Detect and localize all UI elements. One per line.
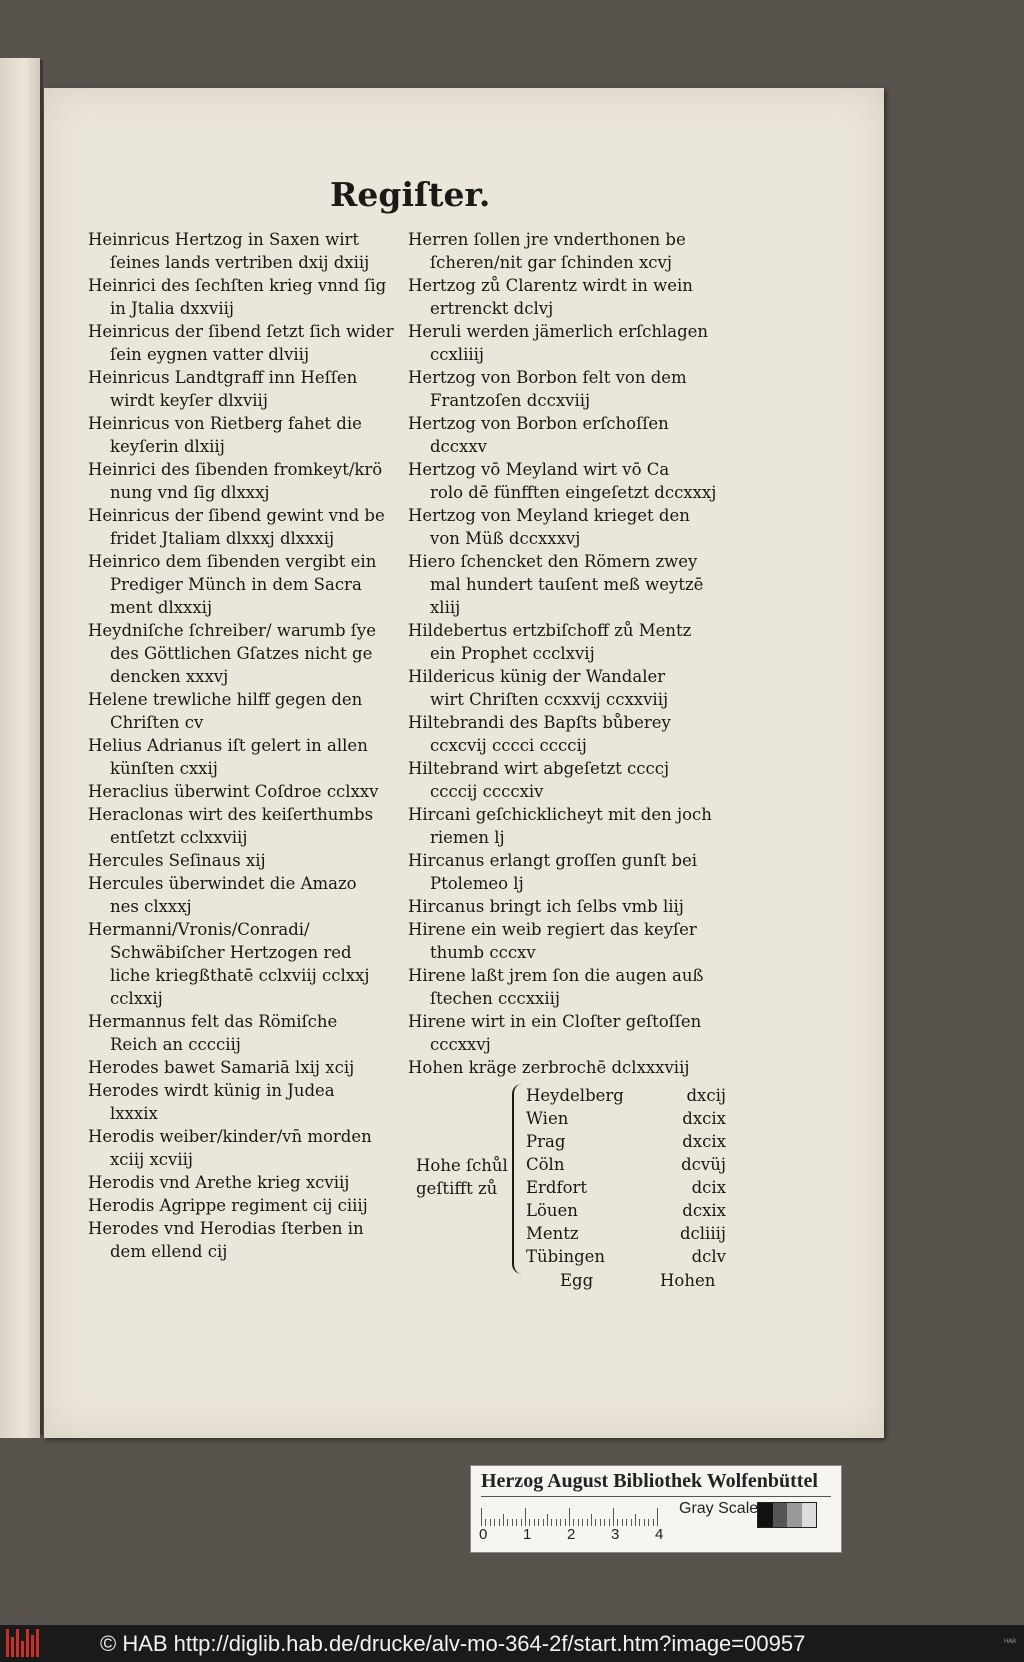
entry-line: Hertzog zů Clarentz wirdt in wein	[408, 276, 693, 295]
university-name: Tübingen	[526, 1247, 606, 1266]
entry-line: rolo dē fünfften eingeſetzt dccxxxj	[430, 483, 717, 502]
entry-line: Prediger Münch in dem Sacra	[110, 575, 362, 594]
entry-line: des Göttlichen Gſatzes nicht ge	[110, 644, 373, 663]
register-entry	[408, 366, 723, 412]
gray-scale-bar	[757, 1502, 817, 1528]
university-ref: dxcix	[682, 1109, 726, 1128]
entry-line: von Müß dccxxxvj	[430, 529, 581, 548]
entry-line: Heinrici des ſibenden fromkeyt/krö	[88, 460, 383, 479]
ruler-number: 1	[523, 1526, 532, 1543]
gray-swatch	[773, 1503, 788, 1527]
entry-line: ertrenckt dclvj	[430, 299, 554, 318]
university-name: Erdfort	[526, 1178, 588, 1197]
entry-line: Heinrico dem ſibenden vergibt ein	[88, 552, 377, 571]
ruler-tick	[582, 1519, 583, 1526]
register-column-left	[88, 228, 403, 1263]
entry-line: ſein eygnen vatter dlviij	[110, 345, 310, 364]
register-entry	[408, 458, 723, 504]
register-entry	[408, 665, 723, 711]
ruler-tick	[613, 1508, 614, 1526]
entry-line: Hildericus künig der Wandaler	[408, 667, 666, 686]
entry-line: Hertzog von Borbon felt von dem	[408, 368, 687, 387]
ruler-number: 2	[567, 1526, 576, 1543]
register-entry	[408, 228, 723, 274]
register-entry	[408, 619, 723, 665]
entry-line: Herodes bawet Samariā lxij xcij	[88, 1058, 355, 1077]
entry-line: Hircanus bringt ich ſelbs vmb liij	[408, 897, 684, 916]
ruler-tick	[512, 1519, 513, 1526]
university-name: Mentz	[526, 1224, 579, 1243]
entry-line: lxxxix	[110, 1104, 158, 1123]
ruler-tick	[631, 1519, 632, 1526]
facing-page-edge	[0, 58, 40, 1438]
register-entry	[88, 849, 403, 872]
entry-line: Hiltebrandi des Bapſts bůberey	[408, 713, 671, 732]
ruler-tick	[538, 1519, 539, 1526]
page-title: Regiſter.	[330, 175, 491, 214]
entry-line: xciij xcviij	[110, 1150, 193, 1169]
university-ref: dcvüj	[681, 1155, 726, 1174]
register-entry	[408, 849, 723, 895]
gray-scale-label: Gray Scale	[679, 1500, 759, 1517]
entry-line: dem ellend cij	[110, 1242, 228, 1261]
entry-line: ccccij ccccxiv	[430, 782, 544, 801]
ruler-tick	[617, 1519, 618, 1526]
register-entry	[88, 320, 403, 366]
gray-swatch	[758, 1503, 773, 1527]
register-entry	[88, 1194, 403, 1217]
ruler-tick	[573, 1519, 574, 1526]
university-name: Wien	[526, 1109, 569, 1128]
entry-line: fridet Jtaliam dlxxxj dlxxxij	[110, 529, 335, 548]
university-name: Löuen	[526, 1201, 578, 1220]
entry-line: xliij	[430, 598, 461, 617]
universities-label	[416, 1154, 508, 1200]
university-ref: dcxix	[682, 1201, 726, 1220]
ruler-tick	[529, 1519, 530, 1526]
ruler-tick	[591, 1514, 592, 1526]
entry-line: ment dlxxxij	[110, 598, 213, 617]
university-row	[526, 1222, 726, 1245]
entry-line: Helene trewliche hilff gegen den	[88, 690, 363, 709]
university-row	[526, 1245, 726, 1268]
entry-line: Hohen kräge zerbrochē dclxxxviij	[408, 1058, 690, 1077]
ruler-tick	[516, 1519, 517, 1526]
ruler-tick	[499, 1519, 500, 1526]
register-entry	[88, 274, 403, 320]
ruler-tick	[600, 1519, 601, 1526]
footer-bar	[0, 1625, 1024, 1662]
entry-line: Hercules überwindet die Amazo	[88, 874, 357, 893]
entry-line: wirdt keyſer dlxviij	[110, 391, 268, 410]
entry-line: Heinricus von Rietberg fahet die	[88, 414, 362, 433]
entry-line: ccxcvij cccci ccccij	[430, 736, 587, 755]
ruler-tick	[481, 1508, 482, 1526]
register-entry	[88, 1171, 403, 1194]
entry-line: cclxxij	[110, 989, 163, 1008]
universities-label-line: Hohe ſchůl	[416, 1156, 508, 1175]
ruler-tick	[490, 1519, 491, 1526]
university-name: Cöln	[526, 1155, 565, 1174]
register-entry	[88, 1056, 403, 1079]
entry-line: Herodis weiber/kinder/vn̄ morden	[88, 1127, 372, 1146]
entry-line: Hirene wirt in ein Cloſter geſtoſſen	[408, 1012, 702, 1031]
register-entry	[88, 550, 403, 619]
entry-line: entſetzt cclxxviij	[110, 828, 248, 847]
ruler-tick	[587, 1519, 588, 1526]
entry-line: keyſerin dlxiij	[110, 437, 225, 456]
entry-line: Hirene ein weib regiert das keyſer	[408, 920, 697, 939]
register-entry	[88, 918, 403, 1010]
entry-line: nes clxxxj	[110, 897, 192, 916]
entry-line: Hircanus erlangt groſſen gunſt bei	[408, 851, 698, 870]
register-entry	[88, 872, 403, 918]
register-entry	[88, 619, 403, 688]
university-row	[526, 1176, 726, 1199]
library-name: Herzog August Bibliothek Wolfenbüttel	[481, 1470, 818, 1492]
entry-line: Hildebertus ertzbiſchoff zů Mentz	[408, 621, 692, 640]
color-calibration-card	[470, 1465, 842, 1553]
ruler-tick	[657, 1508, 658, 1526]
ruler-tick	[639, 1519, 640, 1526]
ruler-tick	[626, 1519, 627, 1526]
entry-line: mal hundert tauſent meß weytzē	[430, 575, 704, 594]
register-entry	[88, 1010, 403, 1056]
university-row	[526, 1107, 726, 1130]
universities-label-line: geſtifft zů	[416, 1179, 498, 1198]
register-entry	[408, 412, 723, 458]
ruler-tick	[534, 1519, 535, 1526]
ruler-tick	[503, 1514, 504, 1526]
ruler-tick	[578, 1519, 579, 1526]
university-ref: dcliiij	[679, 1224, 726, 1243]
university-ref: dcix	[691, 1178, 726, 1197]
ruler-tick	[556, 1519, 557, 1526]
university-row	[526, 1199, 726, 1222]
entry-line: Hermanni/Vronis/Conradi/	[88, 920, 310, 939]
register-entry	[408, 504, 723, 550]
entry-line: Ptolemeo lj	[430, 874, 524, 893]
register-entry	[88, 1125, 403, 1171]
entry-line: Hertzog vō Meyland wirt vō Ca	[408, 460, 670, 479]
ruler-tick	[569, 1508, 570, 1526]
entry-line: wirt Chriſten ccxxvij ccxxviij	[430, 690, 669, 709]
register-entry	[88, 803, 403, 849]
entry-line: Schwäbiſcher Hertzogen red	[110, 943, 352, 962]
footer-mark: ᴴᴬᴮ	[1004, 1637, 1016, 1647]
ruler-tick	[494, 1519, 495, 1526]
universities-block	[408, 1084, 726, 1294]
catchword: Egg	[560, 1271, 594, 1290]
entry-line: Hiltebrand wirt abgeſetzt ccccj	[408, 759, 670, 778]
entry-line: Herodes vnd Herodias ſterben in	[88, 1219, 364, 1238]
entry-line: Hiero ſchencket den Römern zwey	[408, 552, 698, 571]
entry-line: Hertzog von Borbon erſchoſſen	[408, 414, 669, 433]
entry-line: Herodis Agrippe regiment cij ciiij	[88, 1196, 368, 1215]
university-name: Prag	[526, 1132, 566, 1151]
entry-line: Hircani geſchicklicheyt mit den joch	[408, 805, 712, 824]
register-entry	[88, 688, 403, 734]
ruler-number: 3	[611, 1526, 620, 1543]
university-ref: dxcix	[682, 1132, 726, 1151]
register-entry	[408, 274, 723, 320]
ruler-tick	[604, 1519, 605, 1526]
entry-line: Heydniſche ſchreiber/ warumb ſye	[88, 621, 376, 640]
entry-line: Herodis vnd Arethe krieg xcviij	[88, 1173, 350, 1192]
ruler-scale	[481, 1506, 661, 1526]
university-row	[526, 1153, 726, 1176]
entry-line: Hirene laßt jrem ſon die augen auß	[408, 966, 704, 985]
entry-line: Heraclius überwint Coſdroe cclxxv	[88, 782, 379, 801]
ruler-tick	[635, 1514, 636, 1526]
ruler-tick	[648, 1519, 649, 1526]
hab-logo-icon	[6, 1629, 44, 1657]
entry-line: Reich an cccciij	[110, 1035, 241, 1054]
entry-line: Heraclonas wirt des keiſerthumbs	[88, 805, 374, 824]
register-column-right	[408, 228, 723, 1079]
entry-line: dccxxv	[430, 437, 487, 456]
ruler-tick	[547, 1514, 548, 1526]
ruler-tick	[521, 1519, 522, 1526]
ruler-tick	[653, 1519, 654, 1526]
register-entry	[408, 1010, 723, 1056]
entry-line: Chriſten cv	[110, 713, 204, 732]
ruler-tick	[560, 1519, 561, 1526]
universities-list	[526, 1084, 726, 1268]
register-entry	[408, 550, 723, 619]
entry-line: ſeines lands vertriben dxij dxiij	[110, 253, 370, 272]
register-entry	[408, 918, 723, 964]
register-entry	[408, 1056, 723, 1079]
entry-line: riemen lj	[430, 828, 505, 847]
ruler-tick	[622, 1519, 623, 1526]
ruler-tick	[507, 1519, 508, 1526]
register-entry	[408, 803, 723, 849]
gray-swatch	[787, 1503, 802, 1527]
entry-line: cccxxvj	[430, 1035, 491, 1054]
ruler-number: 0	[479, 1526, 488, 1543]
ruler-tick	[485, 1519, 486, 1526]
register-entry	[88, 228, 403, 274]
ruler-tick	[525, 1508, 526, 1526]
register-entry	[88, 780, 403, 803]
register-entry	[88, 1079, 403, 1125]
register-entry	[408, 711, 723, 757]
entry-line: Heinricus Hertzog in Saxen wirt	[88, 230, 360, 249]
entry-line: liche kriegßthatē cclxviij cclxxj	[110, 966, 370, 985]
entry-line: Hercules Seſinaus xij	[88, 851, 266, 870]
university-name: Heydelberg	[526, 1086, 624, 1105]
university-row	[526, 1084, 726, 1107]
entry-line: Heinricus der ſibend gewint vnd be	[88, 506, 385, 525]
university-ref: dxcij	[686, 1086, 726, 1105]
entry-line: Herodes wirdt künig in Judea	[88, 1081, 335, 1100]
entry-line: ein Prophet ccclxvij	[430, 644, 595, 663]
divider	[481, 1496, 831, 1497]
entry-line: ſcheren/nit gar ſchinden xcvj	[430, 253, 672, 272]
entry-line: in Jtalia dxxviij	[110, 299, 235, 318]
entry-line: Heruli werden jämerlich erſchlagen	[408, 322, 709, 341]
university-ref: dclv	[691, 1247, 726, 1266]
entry-line: künſten cxxij	[110, 759, 218, 778]
university-row	[526, 1130, 726, 1153]
register-entry	[408, 320, 723, 366]
ruler-tick	[644, 1519, 645, 1526]
entry-line: ſtechen cccxxiij	[430, 989, 561, 1008]
entry-line: Herren ſollen jre vnderthonen be	[408, 230, 686, 249]
register-entry	[88, 504, 403, 550]
entry-line: Helius Adrianus iſt gelert in allen	[88, 736, 368, 755]
brace-icon	[512, 1084, 522, 1274]
register-entry	[88, 412, 403, 458]
entry-line: thumb cccxv	[430, 943, 536, 962]
register-entry	[88, 1217, 403, 1263]
entry-line: dencken xxxvj	[110, 667, 229, 686]
register-entry	[408, 895, 723, 918]
binding-gutter	[40, 60, 43, 1435]
ruler-tick	[551, 1519, 552, 1526]
entry-line: Frantzoſen dccxviij	[430, 391, 591, 410]
entry-line: Hertzog von Meyland krieget den	[408, 506, 690, 525]
register-entry	[88, 458, 403, 504]
register-entry	[408, 757, 723, 803]
ruler-tick	[609, 1519, 610, 1526]
register-entry	[408, 964, 723, 1010]
entry-line: ccxliiij	[430, 345, 485, 364]
footer-copyright-link[interactable]: © HAB http://diglib.hab.de/drucke/alv-mo-364-2f/start.htm?image=00957	[100, 1631, 806, 1656]
ruler-number: 4	[655, 1526, 664, 1543]
entry-line: nung vnd ſig dlxxxj	[110, 483, 270, 502]
register-entry	[88, 366, 403, 412]
ruler-tick	[565, 1519, 566, 1526]
register-entry	[88, 734, 403, 780]
ruler-tick	[543, 1519, 544, 1526]
catchword: Hohen	[660, 1271, 716, 1290]
entry-line: Heinricus Landtgraff inn Heſſen	[88, 368, 358, 387]
ruler-tick	[595, 1519, 596, 1526]
entry-line: Heinricus der ſibend ſetzt ſich wider	[88, 322, 394, 341]
entry-line: Hermannus felt das Römiſche	[88, 1012, 338, 1031]
gray-swatch	[802, 1503, 817, 1527]
entry-line: Heinrici des ſechſten krieg vnnd ſig	[88, 276, 387, 295]
